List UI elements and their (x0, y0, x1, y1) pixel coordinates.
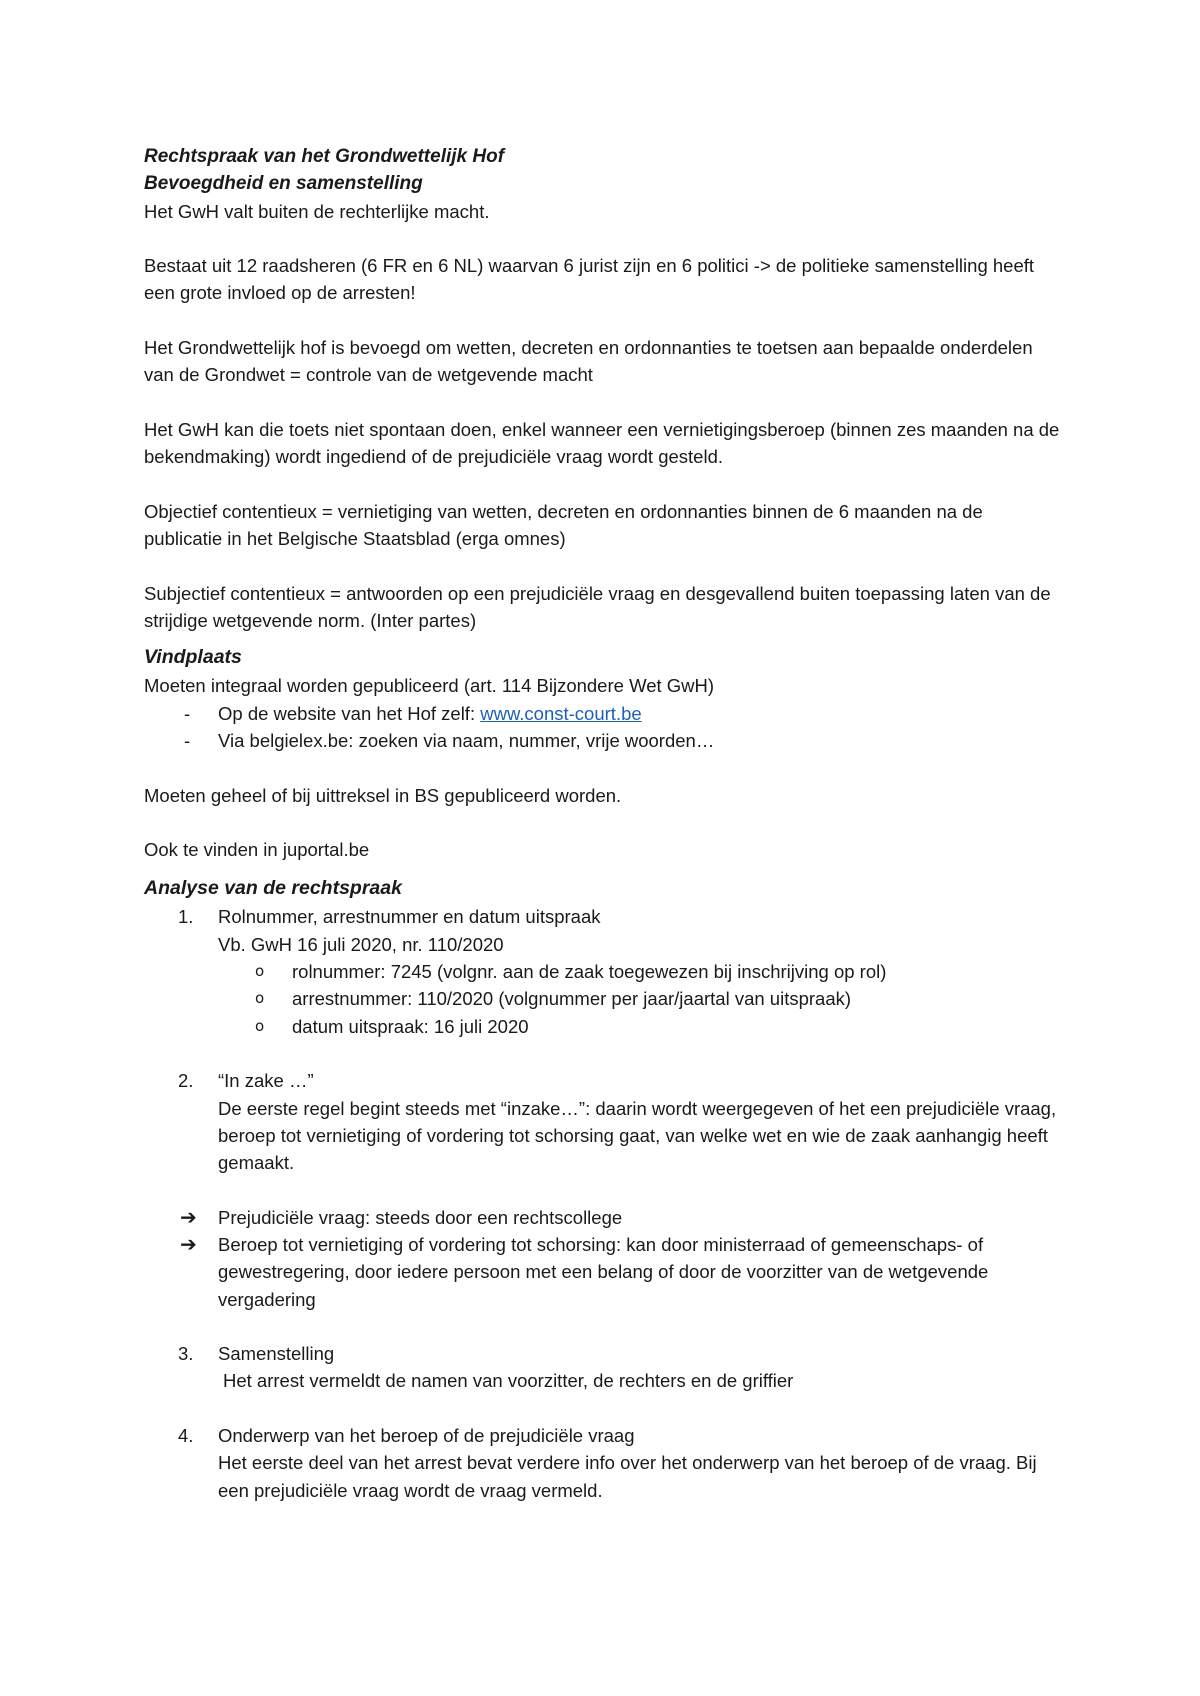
const-court-link[interactable]: www.const-court.be (480, 702, 642, 724)
sub-item-text: rolnummer: 7245 (volgnr. aan de zaak toegewezen bij inschrijving op rol) (292, 961, 887, 983)
arrow-right-icon: ➔ (180, 1204, 197, 1229)
paragraph-samenstelling: Bestaat uit 12 raadsheren (6 FR en 6 NL) waarvan 6 jurist zijn en 6 politici -> de politieke samenstelling heeft een grote invloed op de arresten! (144, 255, 1035, 304)
list-item-text: Op de website van het Hof zelf: (218, 702, 481, 724)
item-title: Samenstelling (218, 1343, 335, 1365)
item-title: “In zake …” (218, 1070, 314, 1092)
numbered-item-4 (144, 1422, 1064, 1504)
item-title: Onderwerp van het beroep of de prejudiciële vraag (218, 1425, 635, 1447)
arrow-list-item (144, 1231, 1064, 1313)
item-example: Vb. GwH 16 juli 2020, nr. 110/2020 (218, 933, 504, 955)
item-text: Het arrest vermeldt de namen van voorzitter, de rechters en de griffier (223, 1370, 794, 1392)
sub-item-text: datum uitspraak: 16 juli 2020 (292, 1015, 529, 1037)
sub-list-item (218, 1013, 1064, 1040)
heading-analyse: Analyse van de rechtspraak (144, 877, 402, 900)
dash-marker: - (184, 702, 191, 724)
paragraph-bevoegdheid: Het Grondwettelijk hof is bevoegd om wetten, decreten en ordonnanties te toetsen aan bepaalde onderdelen van de Grondwet = controle van de wetgevende macht (144, 337, 1033, 386)
arrow-item-text: Beroep tot vernietiging of vordering tot schorsing: kan door ministerraad of gemeenschaps- of gewestregering, door iedere persoon met een belang of door de voorzitter van de wetgevende vergadering (218, 1233, 989, 1310)
arrow-list-item (144, 1204, 1064, 1231)
sub-list (218, 958, 1064, 1040)
numbered-item-3 (144, 1340, 1064, 1395)
item-number: 1. (178, 906, 194, 928)
item-text: Het eerste deel van het arrest bevat verdere info over het onderwerp van het beroep of de vraag. Bij een prejudiciële vraag wordt de vraag vermeld. (218, 1452, 1037, 1501)
vindplaats-paragraph-bs: Moeten geheel of bij uittreksel in BS gepubliceerd worden. (144, 784, 622, 806)
vindplaats-intro: Moeten integraal worden gepubliceerd (art. 114 Bijzondere Wet GwH) (144, 675, 715, 697)
list-item (144, 727, 1064, 754)
dash-marker: - (184, 729, 191, 751)
list-item (144, 700, 1064, 727)
sub-item-text: arrestnummer: 110/2020 (volgnummer per jaar/jaartal van uitspraak) (292, 988, 852, 1010)
vindplaats-paragraph-juportal: Ook te vinden in juportal.be (144, 839, 370, 861)
arrow-item-text: Prejudiciële vraag: steeds door een rechtscollege (218, 1206, 623, 1228)
paragraph-toets: Het GwH kan die toets niet spontaan doen, enkel wanneer een vernietigingsberoep (binnen zes maanden na de bekendmaking) wordt ingediend of de prejudiciële vraag wordt gesteld. (144, 418, 1060, 468)
circle-bullet-marker: o (255, 989, 265, 1008)
item-text: De eerste regel begint steeds met “inzake…”: daarin wordt weergegeven of het een prejudiciële vraag, beroep tot vernietiging of vordering tot schorsing gaat, van welke wet en wie de zaak aanhangig heeft gemaakt. (218, 1097, 1057, 1174)
intro-paragraph: Het GwH valt buiten de rechterlijke macht. (144, 200, 490, 222)
sub-list-item (218, 985, 1064, 1012)
document-subtitle: Bevoegdheid en samenstelling (144, 173, 423, 195)
item-number: 4. (178, 1425, 194, 1447)
paragraph-objectief: Objectief contentieux = vernietiging van wetten, decreten en ordonnanties binnen de 6 maanden na de publicatie in het Belgische Staatsblad (erga omnes) (144, 500, 983, 550)
list-item-text: Via belgielex.be: zoeken via naam, nummer, vrije woorden… (218, 729, 715, 751)
item-number: 2. (178, 1070, 194, 1092)
circle-bullet-marker: o (255, 1016, 265, 1035)
heading-vindplaats: Vindplaats (144, 646, 242, 669)
document-title: Rechtspraak van het Grondwettelijk Hof (144, 146, 505, 167)
item-title: Rolnummer, arrestnummer en datum uitspraak (218, 906, 601, 928)
arrow-right-icon: ➔ (180, 1231, 197, 1256)
document-page (144, 143, 1064, 1504)
sub-list-item (218, 958, 1064, 985)
item-number: 3. (178, 1343, 194, 1365)
numbered-item-2 (144, 1067, 1064, 1176)
paragraph-subjectief: Subjectief contentieux = antwoorden op een prejudiciële vraag en desgevallend buiten toepassing laten van de strijdige wetgevende norm. (Inter partes) (144, 582, 1051, 632)
circle-bullet-marker: o (255, 962, 265, 981)
numbered-item-1 (144, 903, 1064, 958)
